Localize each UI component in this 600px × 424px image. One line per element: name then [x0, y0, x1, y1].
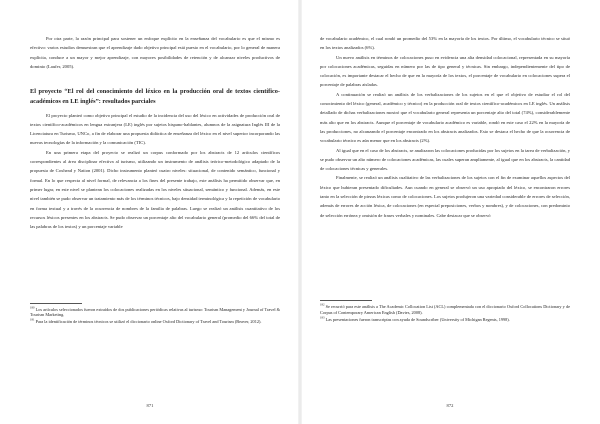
footnote: [30, 307, 280, 318]
right-footnotes: [320, 304, 570, 322]
right-paragraph-5: Finalmente, se realizó un análisis cualitativo de las verbalizaciones de los sujetos con el fin de examinar aquellos aspectos del léxico que hubieran presentado dificultades. Aun cuando en general se observó un uso apropiado del léxico, se encontraron errores tanto en la selección de piezas léxicas como de colocaciones. Los sujetos produjeron una variedad considerable de errores de selección, además de errores de acción léxica, de colocaciones (en especial preposiciones, verbos y nombres), y de colocaciones, con predominio de selección errónea y omisión de frases verbales y nominales. Cabe destacar que se observó: [320, 175, 570, 218]
footnote: [30, 319, 280, 325]
left-footnotes: [30, 307, 280, 325]
footnote-mark: 182: [320, 302, 325, 307]
right-page: [300, 0, 600, 424]
footnote-mark: 181: [30, 317, 35, 322]
right-body: [320, 34, 570, 286]
footnote-text: Se recurrió para este análisis a The Academic Collocation List (ACL) complementada con el diccionario Oxford Collocations Dictionary y de Corpus of Contemporary American English (Davies, 2008).: [320, 304, 570, 315]
footnote-mark: 183: [320, 315, 325, 320]
footnote-text: Las presentaciones fueron transcriptas con ayuda de Soundscriber (University of Michigan Regents, 1998).: [325, 316, 510, 322]
right-paragraph-1: de vocabulario académico, el cual rondó un promedio del 53% en la mayoría de los textos. Por último, el vocabulario técnico se situó en los textos analizados (6%).: [320, 36, 570, 51]
right-paragraph-2: Un nuevo análisis en términos de colocaciones puso en evidencia una alta densidad colocacional, representada en su mayoría por colocaciones académicas, seguidas en número por las de tipo general y técnicas. Sin embargo, independientemente del tipo de colocación, es importante destacar el hecho de que en la mayoría de los textos, el porcentaje de vocabulario en colocaciones supera el porcentaje de palabras aisladas.: [320, 54, 570, 88]
page-number: 871: [146, 403, 154, 408]
left-paragraph-2: El proyecto planteó como objetivo principal el estudio de la incidencia del uso del léxico en actividades de producción oral de textos científico-académicos en lengua extranjera (LE) inglés por sujetos hispano-hablantes, alumnos de la asignatura Inglés III de la Licenciatura en Turismo, UNCo, a fin de elaborar una propuesta didáctica de enseñanza del léxico en el nivel superior incorporando las nuevas tecnologías de la información y la comunicación (TIC).: [30, 112, 280, 146]
footnote-mark: 180: [30, 305, 35, 310]
right-paragraph-4: Al igual que en el caso de los abstracts, se analizaron las colocaciones producidas por los sujetos en la tarea de verbalización, y se pudo observar un alto número de colocaciones académicas, las cuales superan ampliamente, al igual que en los abstracts, la cantidad de colocaciones técnicas y generales.: [320, 147, 570, 172]
left-paragraph-3: En una primera etapa del proyecto se realizó un corpus conformado por los abstracts de 12 artículos científicos correspondientes al área disciplinar efectiva al turismo, utilizando un instrumento de análisis teórico-metodológico adaptado de la propuesta de Coxhead y Nation (2001). Dicho instrumento planteó cuatro niveles: situacional, de contenido semántico, funcional y formal. En lo que respecta al nivel formal, de relevancia a los fines del presente trabajo, este análisis ha permitido observar que, en primer lugar, en este nivel se plantean los colocaciones realizadas en los niveles situacional, semántico y funcional. Además, en este nivel también se pudo observar un tratamiento más de los términos técnicos, bajo densidad terminológica y la repetición de vocabulario en forma textual y a través de la ocurrencia de nombres de la familia de palabras. Luego se realizó un análisis cuantitativo de los recursos léxicos presentes en los abstracts. Se pudo observar un porcentaje alto del vocabulario general (promedio del 66% del total de las palabras de los textos) y un porcentaje variable: [30, 149, 280, 230]
footnote: [320, 304, 570, 315]
section-heading: El proyecto “El rol del conocimiento del léxico en la producción oral de textos científico-académicos en LE inglés”: resultados parciales: [30, 88, 280, 106]
footnote-rule: [320, 300, 372, 301]
footnote-text: Para la identificación de términos técnicos se utilizó el diccionario online Oxford Dictionary of Travel and Tourism (Beaver, 2012).: [35, 319, 262, 325]
footnote: [320, 317, 570, 323]
left-paragraph-1: Por otra parte, la razón principal para sostener un enfoque explícito en la enseñanza del vocabulario es que el mismo es efectivo: varios estudios demuestran que el aprendizaje dado objetivo principal está puesto en el vocabulario, por lo general de manera explícita, conduce a un mayor y mejor aprendizaje, con mayores posibilidades de retención y de alcanzar niveles productivos de dominio (Laufer, 2005).: [30, 36, 280, 69]
right-paragraph-3: A continuación se realizó un análisis de los verbalizaciones de los sujetos en el que el objetivo de estudiar el rol del conocimiento del léxico (general, académico y técnico) en la producción oral de textos científico-académicos en LE inglés. Un análisis detallado de dichas verbalizaciones mostró que el vocabulario general representa un porcentaje alto del total (74%), considerablemente más alto que en los abstracts. Aunque el porcentaje de vocabulario académico es variable, rondó en este caso el 22% en la mayoría de las producciones, no alcanzando el porcentaje encontrado en los abstracts analizados. Esto se destaca el hecho de que la ocurrencia de vocabulario técnico es aún menor que en los abstracts (2%).: [320, 91, 570, 144]
page-number: 872: [446, 403, 454, 408]
left-body-main: [30, 111, 280, 299]
left-body-intro: [30, 34, 280, 71]
footnote-text: Los artículos seleccionados fueron extraídos de dos publicaciones periódicas relativas al turismo: Tourism Management y Journal of Travel & Tourism Marketing.: [30, 306, 280, 318]
footnote-rule: [30, 303, 82, 304]
